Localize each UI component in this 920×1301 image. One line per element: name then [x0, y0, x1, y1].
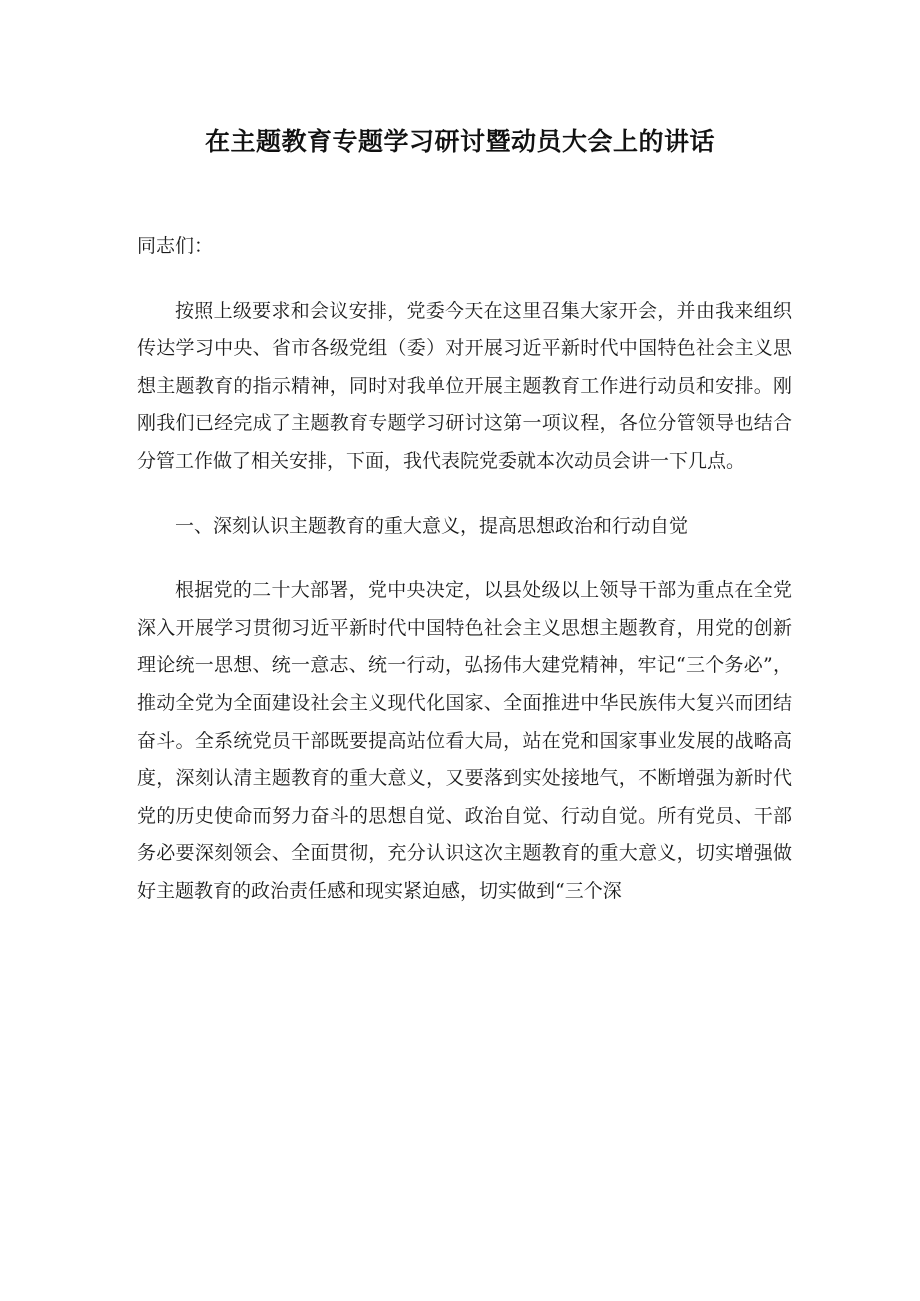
salutation: 同志们：: [137, 235, 214, 257]
section-heading-1: 一、深刻认识主题教育的重大意义，提高思想政治和行动自觉: [175, 514, 689, 537]
document-title: 在主题教育专题学习研讨暨动员大会上的讲话: [204, 127, 715, 156]
document-body: [137, 228, 792, 911]
opening-paragraph: 按照上级要求和会议安排，党委今天在这里召集大家开会，并由我来组织传达学习中央、省市各级党组（委）对开展习近平新时代中国特色社会主义思想主题教育的指示精神，同时对我单位开展主题教育工作进行动员和安排。刚刚我们已经完成了主题教育专题学习研讨这第一项议程，各位分管领导也结合分管工作做了相关安排，下面，我代表院党委就本次动员会讲一下几点。: [137, 299, 792, 472]
section-1-paragraph: 根据党的二十大部署，党中央决定，以县处级以上领导干部为重点在全党深入开展学习贯彻习近平新时代中国特色社会主义思想主题教育，用党的创新理论统一思想、统一意志、统一行动，弘扬伟大建党精神，牢记“三个务必”，推动全党为全面建设社会主义现代化国家、全面推进中华民族伟大复兴而团结奋斗。全系统党员干部既要提高站位看大局，站在党和国家事业发展的战略高度，深刻认清主题教育的重大意义，又要落到实处接地气，不断增强为新时代党的历史使命而努力奋斗的思想自觉、政治自觉、行动自觉。所有党员、干部务必要深刻领会、全面贯彻，充分认识这次主题教育的重大意义，切实增强做好主题教育的政治责任感和现实紧迫感，切实做到“三个深: [137, 579, 792, 902]
